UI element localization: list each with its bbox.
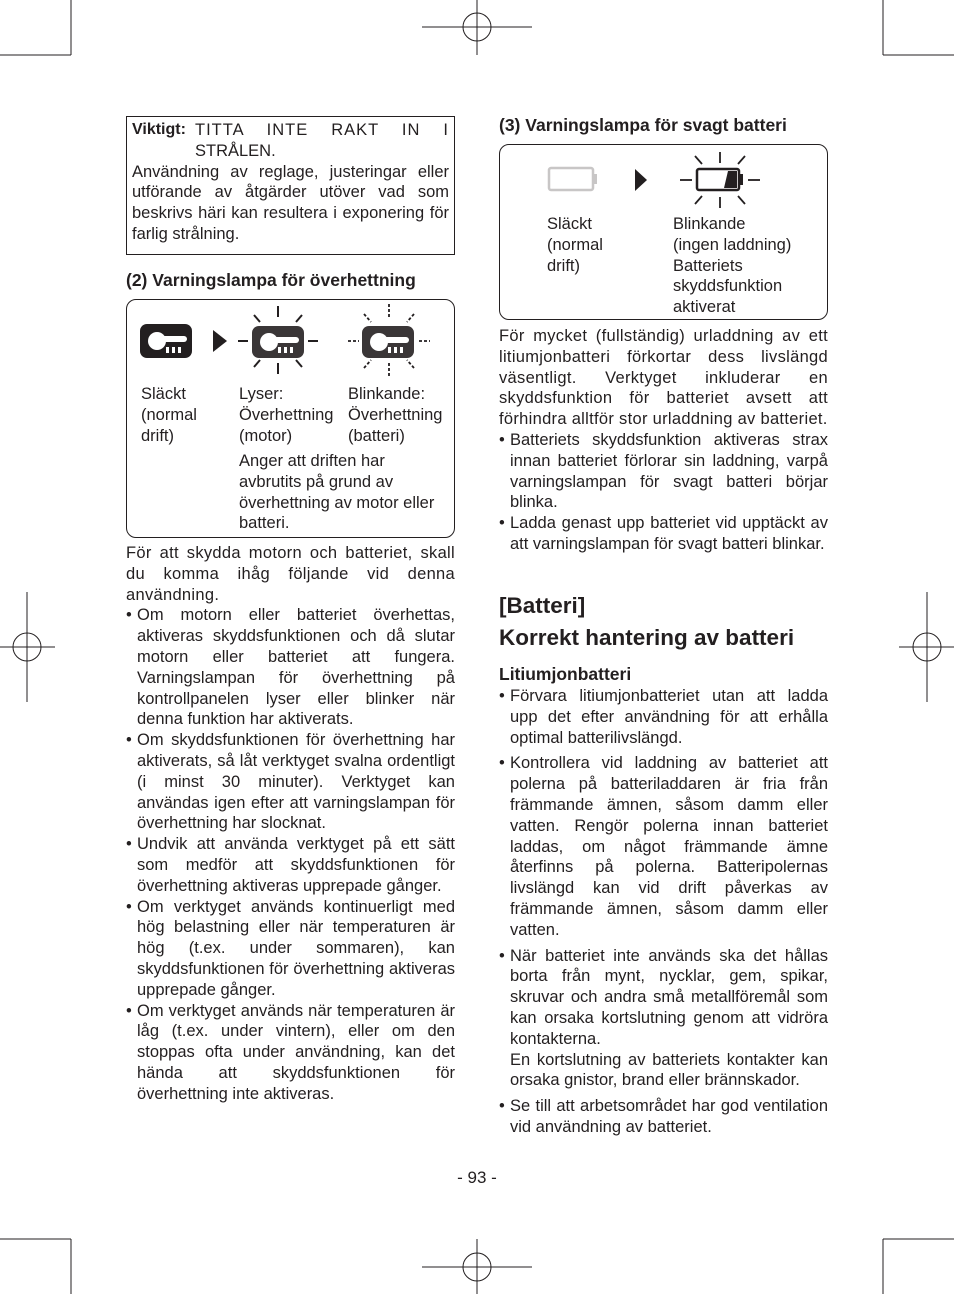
battery-title-2: Korrekt hantering av batteri [499,625,795,650]
lowbatt-icons [540,148,770,218]
overheat-bullet: • Om skyddsfunktionen för överhettning har aktiverats, så låt verktyget svalna ordentligt (i minst 30 minuter). Verktyget kan användas igen efter att varningslampan för överhettning har slocknat. [126,730,455,834]
overheat-bullet: • Undvik att använda verktyget på ett sätt som medför att skyddsfunktionen för överhettning aktiveras upprepade gånger. [126,834,455,896]
overheat-text [126,543,455,1105]
thermometer-off-icon [140,324,192,358]
overheat-bullet: • Om verktyget används kontinuerligt med hög belastning eller när temperaturen är hög (t.ex. under sommaren), kan skyddsfunktionen för överhettning aktiveras upprepade gånger. [126,897,455,1001]
lowbatt-bullet: • Batteriets skyddsfunktion aktiveras strax innan batteriet förlorar sin laddning, varpå varningslampan för svagt batteri börjar blinka. [499,430,828,513]
overheat-bullet: • Om verktyget används när temperaturen är låg (t.ex. under vintern), eller om den stoppas ofta under användning, kan det hända att skyddsfunktionen för överhettning inte aktiveras. [126,1001,455,1105]
page-number: - 93 - [457,1168,497,1187]
overheat-label-lit: Lyser: Överhettning (motor) [239,385,334,445]
overheat-label-blink: Blinkande: Överhettning (batteri) [348,385,443,445]
lowbatt-label-blink: Blinkande (ingen laddning) Batteriets skyddsfunktion aktiverat [673,215,792,317]
battery-blink-icon [680,152,760,208]
overheat-heading: (2) Varningslampa för överhettning [126,270,416,290]
battery-bullet: • Kontrollera vid laddning av batteriet att polerna på batteriladdaren är fria från främmande ämnen, såsom damm eller vatten. Rengör polerna innan batteriet laddas, om något främmande ämne återfinns på polerna. Batteripolernas livslängd kan vid drift påverkas av främmande ämnen, såsom damm eller vatten. [499,753,828,940]
arrow-right-icon [635,169,647,191]
overheat-icons [130,300,450,385]
lowbatt-text [499,326,828,555]
battery-title-1: [Batteri] [499,593,586,618]
overheat-note: Anger att driften har avbrutits på grund av överhettning av motor eller batteri. [239,452,435,533]
important-label: Viktigt: [132,121,186,138]
battery-off-icon [549,168,597,190]
battery-bullet: • När batteriet inte används ska det hållas borta från mynt, nycklar, gem, spikar, skruvar och andra små metallföremål som kan orsaka kortslutning genom att vidröra kontakterna. [499,946,828,1050]
lowbatt-bullet: • Ladda genast upp batteriet vid upptäckt av att varningslampan för svagt batteri blinkar. [499,513,828,555]
overheat-intro: För att skydda motorn och batteriet, skall du komma ihåg följande vid denna användning. [126,544,455,604]
lowbatt-intro: För mycket (fullständig) urladdning av ett litiumjonbatteri förkortar dess livslängd väsentligt. Verktyget inkluderar en skyddsfunktion för batteriet avsett att förhindra alltför stor urladdning av batteriet. [499,327,828,429]
lowbatt-heading: (3) Varningslampa för svagt batteri [499,115,787,135]
important-line1: TITTA INTE RAKT IN I [195,121,449,139]
battery-text [499,686,828,1138]
battery-subheading: Litiumjonbatteri [499,664,632,684]
overheat-bullet: • Om motorn eller batteriet överhettas, aktiveras skyddsfunktionen och då slutar motorn eller batteriet att fungera. Varningslampan för överhettning på kontrollpanelen lyser eller blinker när denna funktion har aktiverats. [126,605,455,730]
important-body: Användning av reglage, justeringar eller utförande av åtgärder utöver vad som beskrivs häri kan resultera i exponering för farlig strålning. [132,162,449,243]
arrow-right-icon [213,330,227,352]
important-content [132,120,449,245]
battery-bullet: • Förvara litiumjonbatteriet utan att ladda upp det efter användning för att erhålla optimal batterilivslängd. [499,686,828,748]
battery-bullet3-extra: En kortslutning av batteriets kontakter kan orsaka gnistor, brand eller brännskador. [510,1050,828,1090]
battery-title [499,591,794,653]
lowbatt-label-off: Släckt (normal drift) [547,215,603,275]
overheat-label-off: Släckt (normal drift) [141,385,197,445]
important-line2: STRÅLEN. [195,141,276,160]
battery-bullet: • Se till att arbetsområdet har god ventilation vid användning av batteriet. [499,1096,828,1138]
